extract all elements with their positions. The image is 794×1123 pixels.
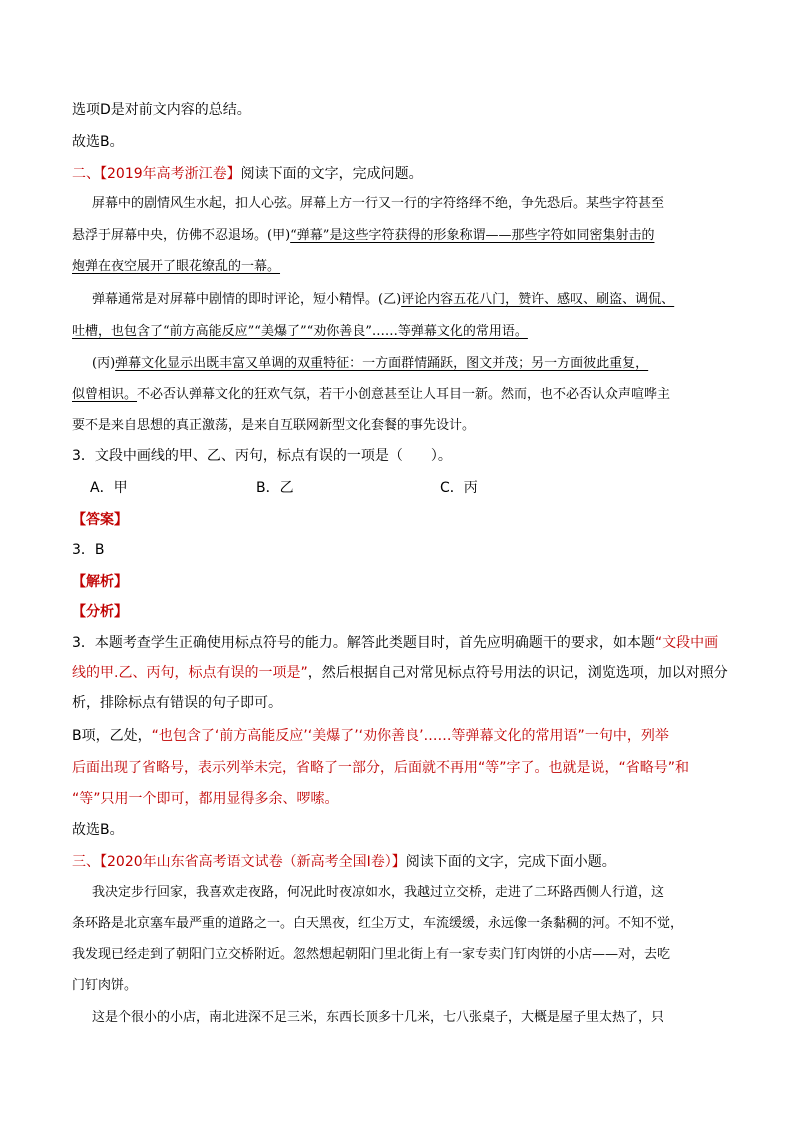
underlined-sentence-bing: 弹幕文化显示出既丰富又单调的双重特征：一方面群情踊跃，图文并茂；另一方面彼此重复， [115, 356, 649, 371]
section-heading-2 [72, 164, 732, 184]
section-heading-3 [72, 852, 732, 872]
explanation-text: 3．本题考查学生正确使用标点符号的能力。解答此类题目时，首先应明确题干的要求，如本题 [72, 635, 655, 651]
passage-line: 要不是来自思想的真正激荡，是来自互联网新型文化套餐的事先设计。 [72, 418, 476, 433]
explanation-text: ，然后根据自己对常见标点符号用法的识记，浏览选项，加以对照分 [307, 665, 728, 681]
source-label: 【2020年山东省高考语文试卷（新高考全国Ⅰ卷）】 [100, 854, 406, 870]
passage-text: 不必否认弹幕文化的狂欢气氛，若干小创意甚至让人耳目一新。然而，也不必否认众声喧哗主 [137, 387, 671, 402]
answer-label: 【答案】 [72, 512, 128, 528]
passage-line [72, 257, 280, 277]
conclusion: 故选B。 [72, 822, 124, 838]
passage-line: 这是个很小的小店，南北进深不足三米，东西长顶多十几米，七八张桌子，大概是屋子里太热了，只 [92, 1010, 665, 1025]
passage-line: 条环路是北京塞车最严重的道路之一。白天黑夜，红尘万丈，车流缓缓，永远像一条黏稠的河。不知不觉， [72, 916, 684, 931]
source-label: 【2019年高考浙江卷】 [100, 166, 241, 182]
section-number: 三、 [72, 854, 100, 870]
option-b: B．乙 [256, 480, 294, 496]
option-a: A．甲 [90, 480, 128, 496]
explanation-line: 析，排除标点有错误的句子即可。 [72, 695, 282, 711]
explanation-line: 后面出现了省略号，表示列举未完，省略了一部分，后面就不再用“等”字了。也就是说，“省略号”和 [72, 760, 690, 776]
passage-line: 门钉肉饼。 [72, 978, 138, 993]
explanation-line: “等”只用一个即可，都用显得多余、啰嗦。 [72, 791, 339, 807]
explanation-text: B项，乙处， [72, 728, 152, 744]
passage-line: 我发现已经走到了朝阳门立交桥附近。忽然想起朝阳门里北街上有一家专卖门钉肉饼的小店——对，去吃 [72, 947, 671, 962]
passage-line [72, 226, 654, 246]
underlined-sentence-jia: 炮弹在夜空展开了眼花缭乱的一幕。 [72, 259, 281, 274]
instruction: 阅读下面的文字，完成下面小题。 [405, 854, 616, 870]
text-line: 选项D是对前文内容的总结。 [72, 102, 251, 118]
passage-text: 弹幕通常是对屏幕中剧情的即时评论，短小精悍。(乙) [92, 292, 402, 307]
passage-line [72, 385, 670, 405]
passage-line: 屏幕中的剧情风生水起，扣人心弦。屏幕上方一行又一行的字符络绎不绝，争先恐后。某些字符甚至 [92, 196, 665, 211]
passage-line: 我决定步行回家，我喜欢走夜路，何况此时夜凉如水，我越过立交桥，走进了二环路西侧人行道，这 [92, 885, 665, 900]
underlined-sentence-bing: 似曾相识。 [72, 387, 138, 402]
subanalysis-label: 【分析】 [72, 604, 128, 620]
explanation-line [72, 633, 732, 653]
instruction: 阅读下面的文字，完成问题。 [240, 166, 423, 182]
passage-text: 悬浮于屏幕中央，仿佛不忍退场。(甲) [72, 228, 291, 243]
explanation-line [72, 726, 732, 746]
passage-line [72, 322, 528, 342]
section-number: 二、 [72, 166, 100, 182]
underlined-sentence-yi: 评论内容五花八门，赞许、感叹、刷盗、调侃、 [401, 292, 675, 307]
analysis-label: 【解析】 [72, 574, 128, 590]
explanation-line [72, 663, 732, 683]
quoted-stem: “文段中画 [654, 635, 719, 651]
answer-text: 3．B [72, 542, 105, 558]
explanation-red: “也包含了‘前方高能反应’‘美爆了’‘劝你善良’……等弹幕文化的常用语”一句中，列举 [151, 728, 669, 744]
underlined-sentence-yi: 吐槽，也包含了“前方高能反应”“美爆了”“劝你善良”……等弹幕文化的常用语。 [72, 324, 528, 339]
option-c: C．丙 [440, 480, 478, 496]
text-line: 故选B。 [72, 134, 124, 150]
passage-line [92, 354, 648, 374]
passage-label: (丙) [92, 356, 116, 371]
question-3: 3．文段中画线的甲、乙、丙句，标点有误的一项是（ ）。 [72, 448, 452, 464]
passage-line [92, 290, 674, 310]
quoted-stem: 线的甲.乙、丙句，标点有误的一项是” [72, 665, 308, 681]
underlined-sentence-jia: “弹幕”是这些字符获得的形象称谓——那些字符如同密集射击的 [290, 228, 655, 243]
